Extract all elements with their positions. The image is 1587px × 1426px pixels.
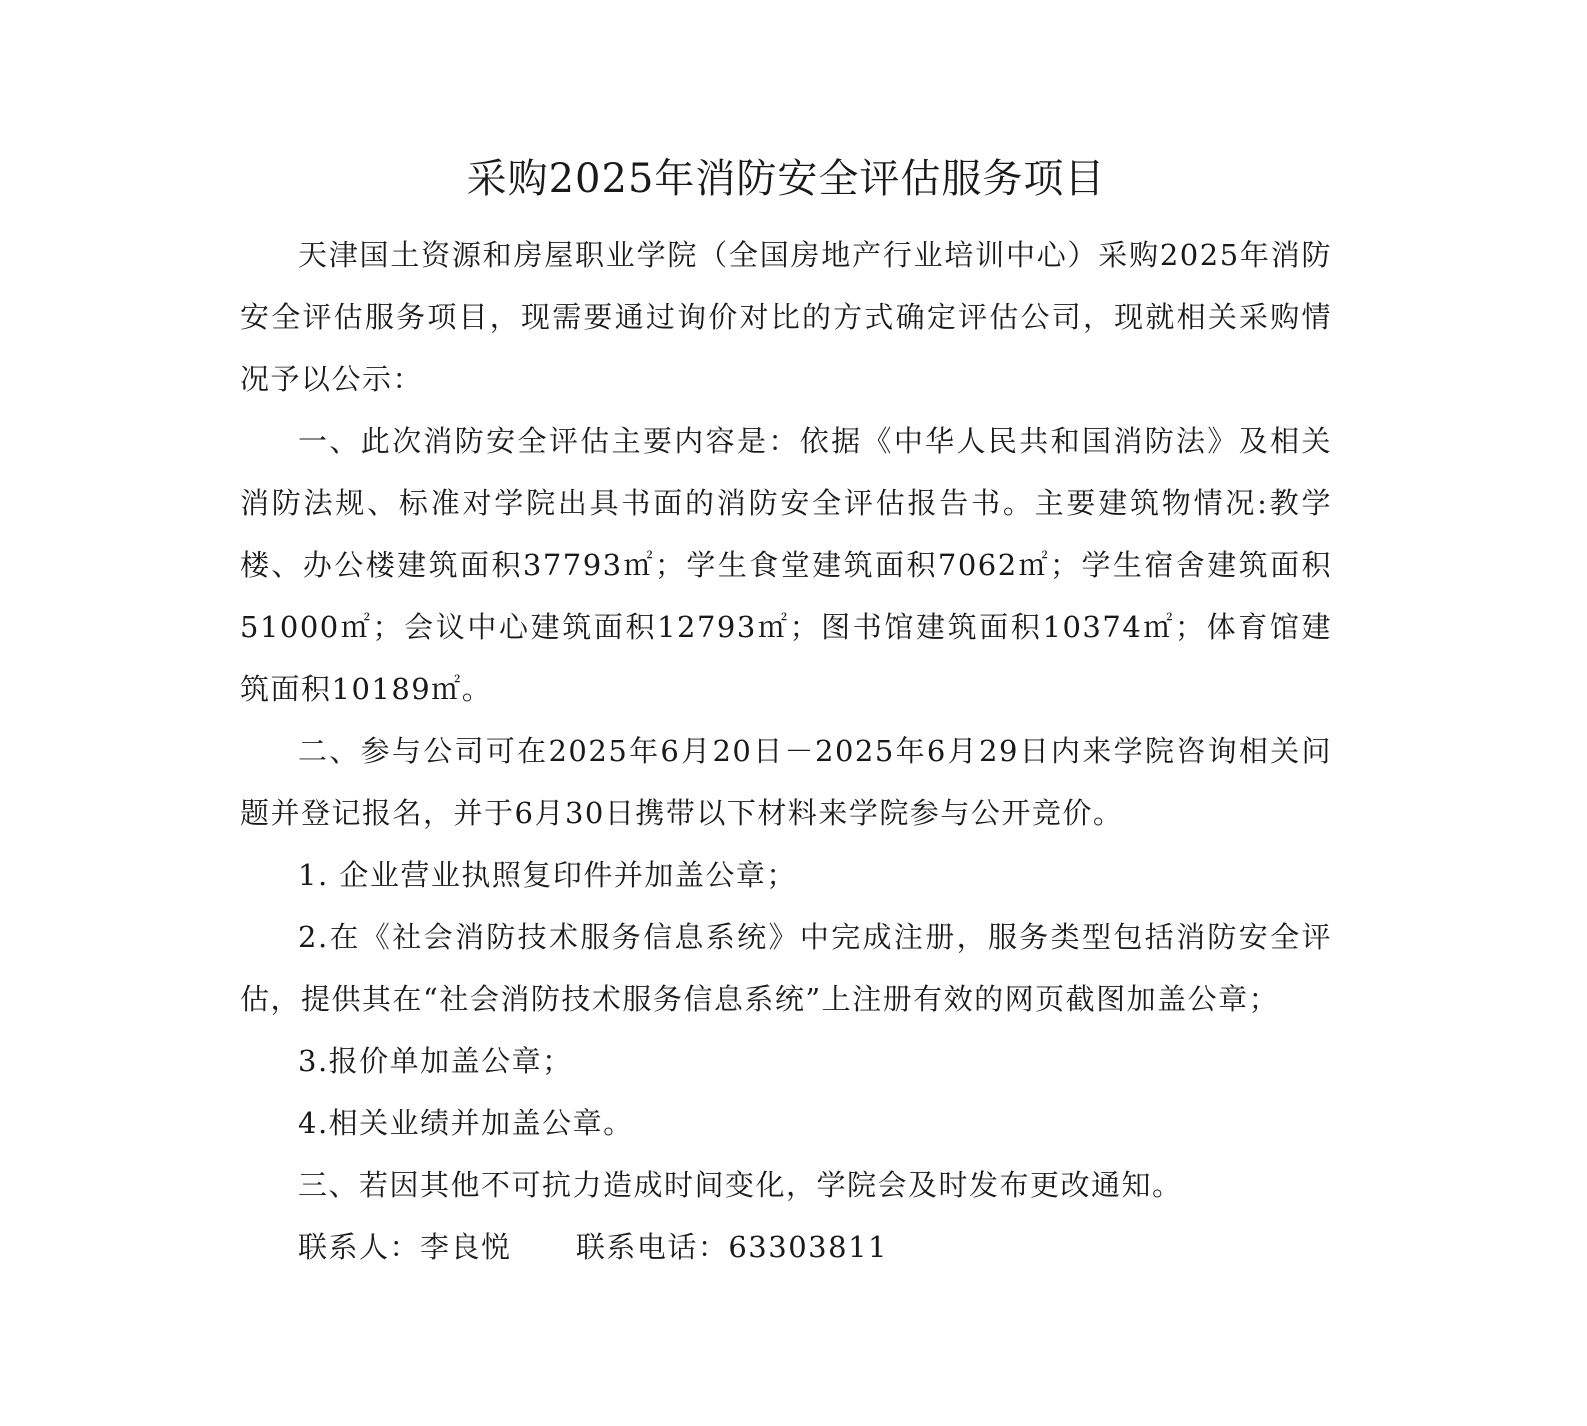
contact-spacer [512, 1230, 576, 1264]
document-page [240, 148, 1332, 1278]
material-item-3: 3.报价单加盖公章； [298, 1044, 573, 1078]
intro-paragraph: 天津国土资源和房屋职业学院（全国房地产行业培训中心）采购2025年消防安全评估服务项目，现需要通过询价对比的方式确定评估公司，现就相关采购情况予以公示： [240, 238, 1332, 396]
contact-line [240, 1216, 1332, 1278]
material-item-4: 4.相关业绩并加盖公章。 [298, 1106, 634, 1140]
document-title: 采购2025年消防安全评估服务项目 [466, 156, 1106, 202]
contact-phone: 63303811 [728, 1230, 888, 1264]
section-two-paragraph: 二、参与公司可在2025年6月20日－2025年6月29日内来学院咨询相关问题并登记报名，并于6月30日携带以下材料来学院参与公开竞价。 [240, 734, 1332, 830]
section-one-paragraph: 一、此次消防安全评估主要内容是：依据《中华人民共和国消防法》及相关消防法规、标准对学院出具书面的消防安全评估报告书。主要建筑物情况:教学楼、办公楼建筑面积37793㎡；学生食堂建筑面积7062㎡；学生宿舍建筑面积51000㎡；会议中心建筑面积12793㎡；图书馆建筑面积10374㎡；体育馆建筑面积10189㎡。 [240, 424, 1332, 706]
section-three-paragraph: 三、若因其他不可抗力造成时间变化，学院会及时发布更改通知。 [298, 1168, 1183, 1202]
contact-person: 李良悦 [420, 1230, 512, 1264]
contact-person-label: 联系人： [298, 1230, 421, 1264]
material-item-2: 2.在《社会消防技术服务信息系统》中完成注册，服务类型包括消防安全评估，提供其在“社会消防技术服务信息系统”上注册有效的网页截图加盖公章； [240, 920, 1332, 1016]
material-item-1: 1. 企业营业执照复印件并加盖公章； [298, 858, 797, 892]
contact-phone-label: 联系电话： [575, 1230, 729, 1264]
